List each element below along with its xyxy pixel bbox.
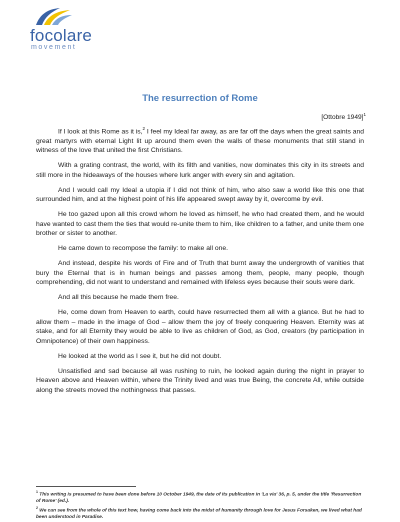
date-text: [Ottobre 1949] [321, 114, 364, 122]
paragraph: He looked at the world as I see it, but he did not doubt. [58, 352, 222, 360]
paragraph-text: I feel my Ideal far away, as are far off the days when the great saints and great martyrs with eternal Light lit up around them even the walls of these monuments that still stand in witness of the love that united the first Christians. [36, 128, 365, 155]
footnote-mark[interactable]: 1 [363, 112, 366, 117]
paragraph: He too gazed upon all this crowd whom he loved as himself, he who had created them, and he would have wanted to cast them the ties that would re-unite them to him, like children to a father, and unite them one brother or sister to another. [36, 211, 364, 238]
footnote-text: This writing is presumed to have been done before 10 October 1949, the date of its publication in 'La via' 36, p. 5, under the title 'Resurrection of Rome' (ed.). [36, 492, 362, 504]
footnote-divider [36, 486, 136, 487]
document-body [36, 124, 364, 401]
paragraph: And instead, despite his words of Fire and of Truth that burnt away the undergrowth of vanities that bury the Eternal that is in human beings and passes among them, people, many people, though comprehending, did not want to understand and remained with lifeless eyes because their souls were dark. [36, 260, 364, 287]
paragraph: He, come down from Heaven to earth, could have resurrected them all with a glance. But he had to allow them – made in the image of God – allow them the joy of freely conquering Heaven. Eternity was at stake, and for all Eternity they would be able to live as children of God, as God, creators (by participation in Omnipotence) of their own happiness. [36, 309, 364, 345]
footnote-number: 1 [36, 490, 38, 494]
footnote [36, 489, 364, 505]
focolare-logo[interactable] [30, 6, 120, 52]
footnotes [36, 489, 364, 522]
logo-subtitle: movement [31, 44, 77, 51]
paragraph: With a grating contrast, the world, with its filth and vanities, now dominates this city in its streets and still more in the hideaways of the houses where lurk anger with every sin and agitation. [36, 162, 364, 179]
footnote-text: We can see from the whole of this text how, having come back into the midst of humanity through love for Jesus Forsaken, we lived what had been understood in Paradise. [36, 509, 362, 521]
logo-swoosh-icon [34, 6, 74, 26]
footnote-mark[interactable]: 2 [142, 126, 145, 131]
paragraph: And all this because he made them free. [58, 294, 179, 302]
paragraph [36, 124, 364, 156]
paragraph-text: If I look at this Rome as it is, [58, 128, 143, 136]
footnote [36, 505, 364, 521]
paragraph: And I would call my Ideal a utopia if I did not think of him, who also saw a world like this one that surrounded him, and at the highest point of his life appeared swept away by it, overcome by evil. [36, 186, 364, 204]
paragraph: He came down to recompose the family: to make all one. [58, 245, 228, 253]
footnote-number: 2 [36, 506, 38, 511]
date-line [321, 112, 366, 121]
paragraph: Unsatisfied and sad because all was rushing to ruin, he looked again during the night in prayer to Heaven above and Heaven within, where the Trinity lived and was true Being, the concrete All, while outside along the streets moved the nothingness that passes. [36, 367, 364, 394]
document-title: The resurrection of Rome [142, 93, 258, 104]
logo-wordmark: focolare [30, 26, 93, 45]
